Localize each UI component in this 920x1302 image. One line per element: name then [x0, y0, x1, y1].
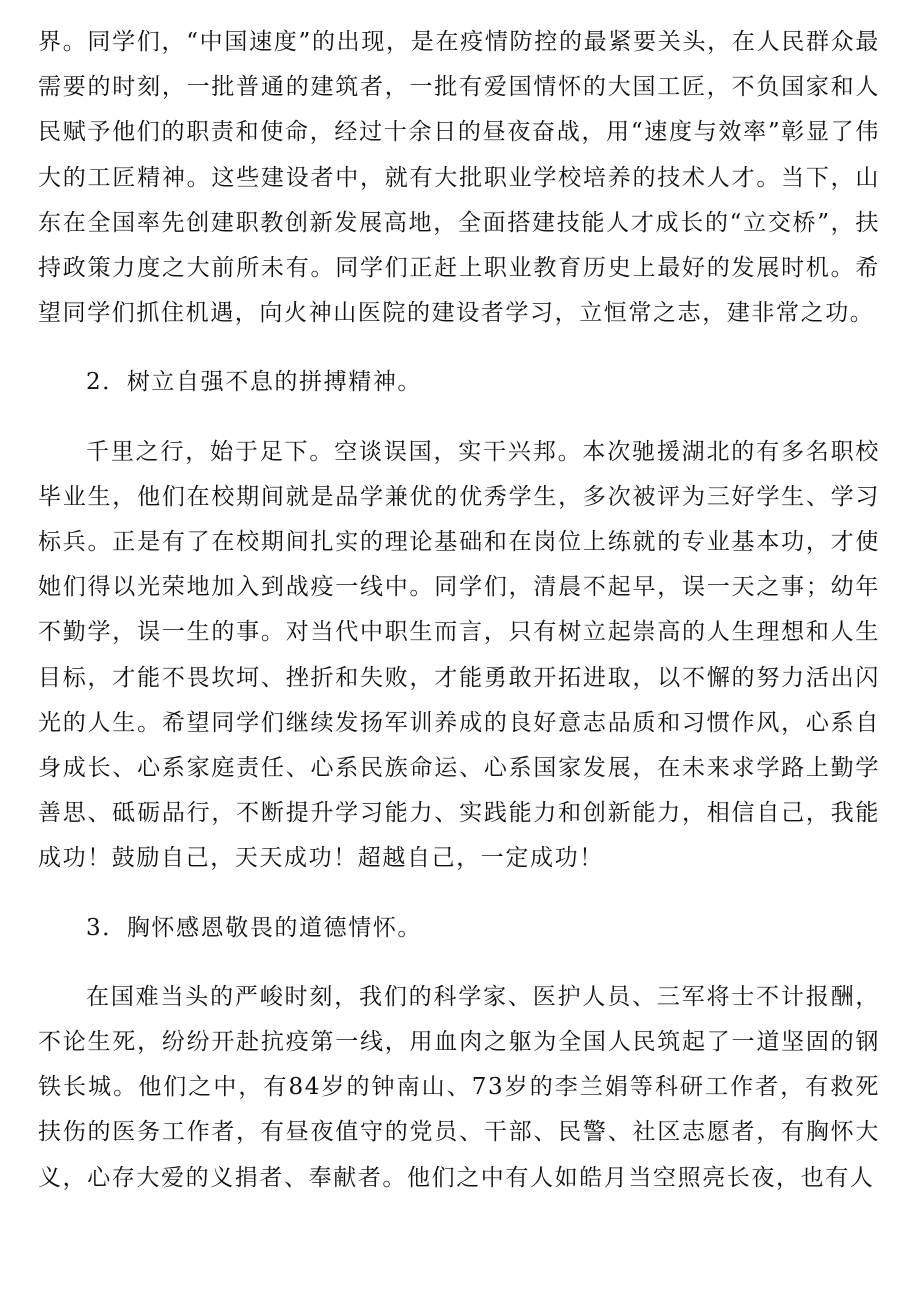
document-page: [38, 20, 880, 1201]
paragraph-gap: [38, 882, 880, 906]
paragraph-continuation: 界。同学们，“中国速度”的出现，是在疫情防控的最紧要关头，在人民群众最需要的时刻，一批普通的建筑者，一批有爱国情怀的大国工匠，不负国家和人民赋予他们的职责和使命，经过十余日的昼夜奋战，用“速度与效率”彰显了伟大的工匠精神。这些建设者中，就有大批职业学校培养的技术人才。当下，山东在全国率先创建职教创新发展高地，全面搭建技能人才成长的“立交桥”，扶持政策力度之大前所未有。同学们正赶上职业教育历史上最好的发展时机。希望同学们抓住机遇，向火神山医院的建设者学习，立恒常之志，建非常之功。: [38, 29, 880, 327]
paragraph-gap: [38, 336, 880, 360]
paragraph-gap: [38, 406, 880, 430]
paragraph-moral-feelings: 在国难当头的严峻时刻，我们的科学家、医护人员、三军将士不计报酬，不论生死，纷纷开赴抗疫第一线，用血肉之躯为全国人民筑起了一道坚固的钢铁长城。他们之中，有84岁的钟南山、73岁的李兰娟等科研工作者，有救死扶伤的医务工作者，有昼夜值守的党员、干部、民警、社区志愿者，有胸怀大义，心存大爱的义捐者、奉献者。他们之中有人如皓月当空照亮长夜，也有人: [38, 983, 880, 1191]
section-heading-3: 3．胸怀感恩敬畏的道德情怀。: [86, 914, 423, 941]
paragraph-gap: [38, 951, 880, 975]
paragraph-striving-spirit: 千里之行，始于足下。空谈误国，实干兴邦。本次驰援湖北的有多名职校毕业生，他们在校期间就是品学兼优的优秀学生，多次被评为三好学生、学习标兵。正是有了在校期间扎实的理论基础和在岗位上练就的专业基本功，才使她们得以光荣地加入到战疫一线中。同学们，清晨不起早，误一天之事；幼年不勤学，误一生的事。对当代中职生而言，只有树立起崇高的人生理想和人生目标，才能不畏坎坷、挫折和失败，才能勇敢开拓进取，以不懈的努力活出闪光的人生。希望同学们继续发扬军训养成的良好意志品质和习惯作风，心系自身成长、心系家庭责任、心系民族命运、心系国家发展，在未来求学路上勤学善思、砥砺品行，不断提升学习能力、实践能力和创新能力，相信自己，我能成功！鼓励自己，天天成功！超越自己，一定成功！: [38, 438, 880, 872]
section-heading-2: 2．树立自强不息的拼搏精神。: [86, 369, 423, 396]
